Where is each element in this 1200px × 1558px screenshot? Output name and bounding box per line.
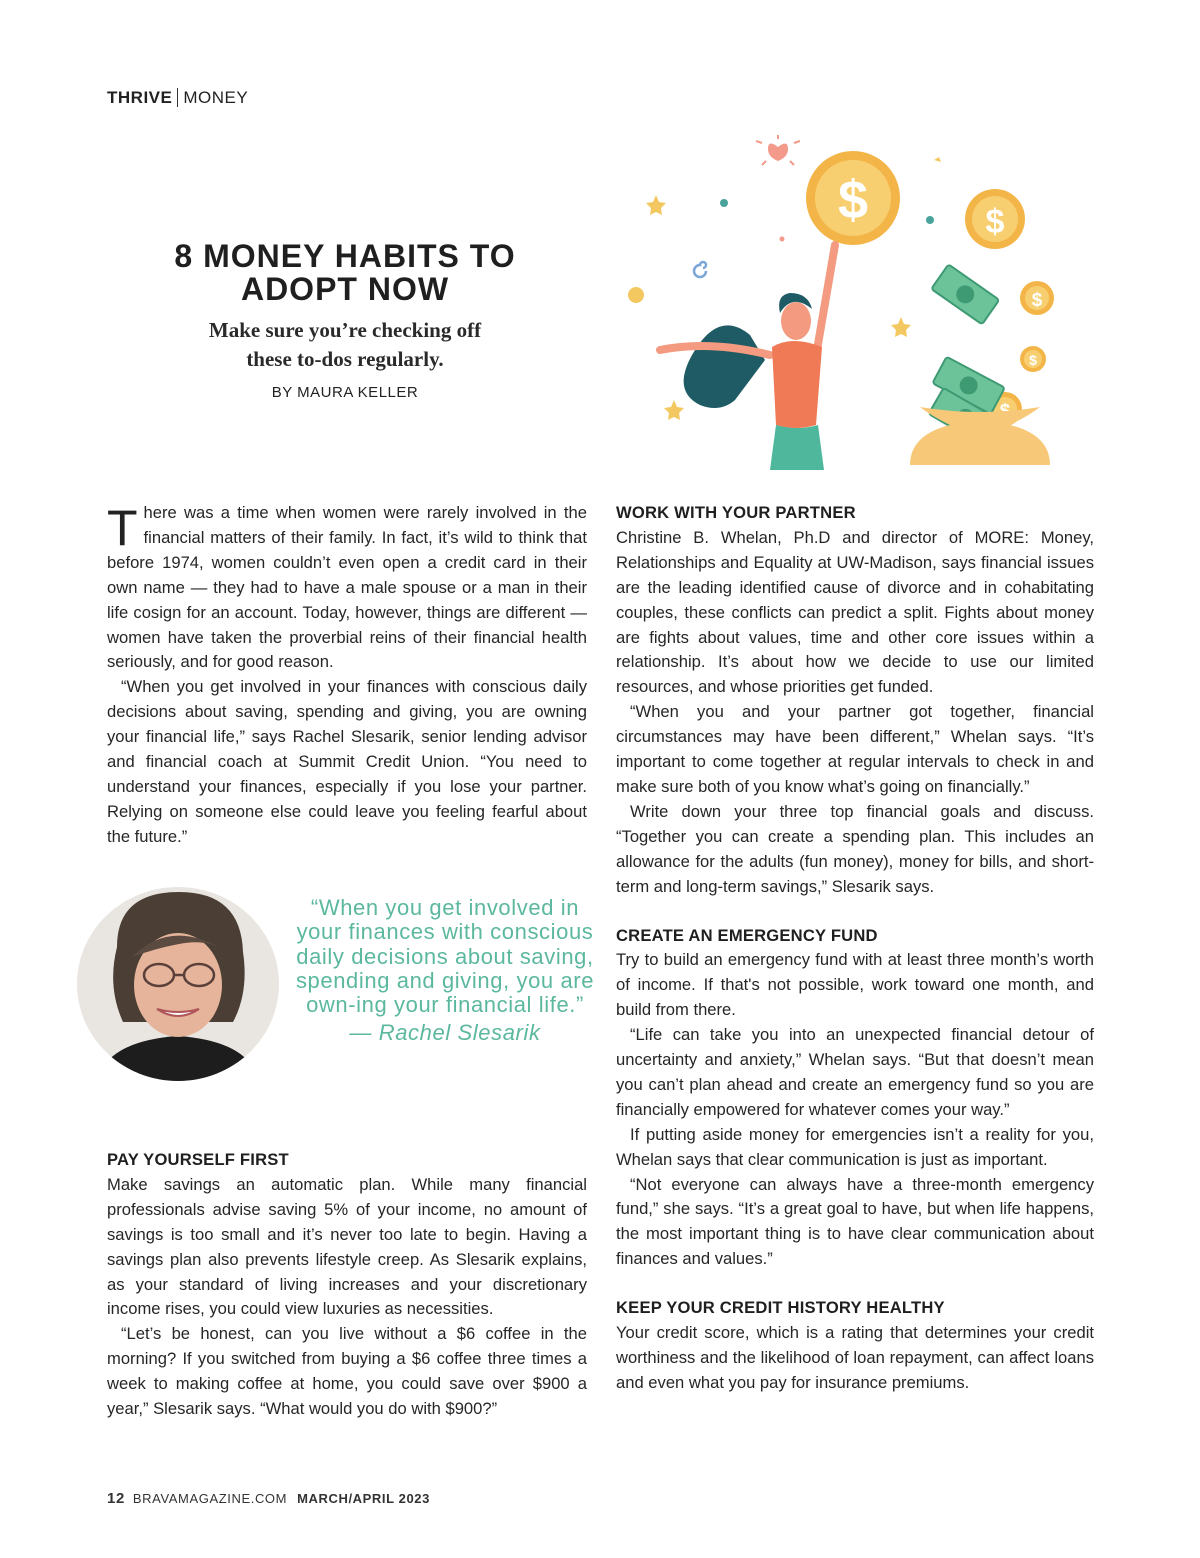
banknote-icon	[931, 264, 999, 324]
rachel-slesarik-portrait	[77, 887, 279, 1081]
section-heading: KEEP YOUR CREDIT HISTORY HEALTHY	[616, 1298, 945, 1318]
section-paragraph: “When you and your partner got together, financial circumstances may have been different,” Whelan says. “It’s important to come together at regular intervals to check in and make sure both of you know what’s going on financially.”	[616, 702, 1094, 796]
svg-text:$: $	[985, 203, 1005, 241]
intro-body	[107, 501, 587, 850]
section-paragraph: Your credit score, which is a rating that determines your credit worthiness and the likelihood of loan repayment, can affect loans and even what you pay for insurance premiums.	[616, 1323, 1094, 1392]
section-work-with-partner	[616, 501, 1094, 900]
woman-catching-coins-illustration	[610, 135, 1090, 470]
svg-text:$: $	[1031, 290, 1043, 311]
sparkle-icon	[756, 135, 800, 165]
intro-paragraph-2: “When you get involved in your finances with conscious daily decisions about saving, spending and giving, you are owning your financial life,” says Rachel Slesarik, senior lending advisor and financial coach at Summit Credit Union. “You need to understand your finances, especially if you lose your partner. Relying on someone else could leave you feeling fearful about the future.”	[107, 677, 587, 846]
section-paragraph: Make savings an automatic plan. While many financial professionals advise saving 5% of your income, no amount of savings is too small and it’s never too late to begin. Having a savings plan also prevents lifestyle creep. As Slesarik explains, as your standard of living increases and your discretionary income rises, you could view luxuries as necessities.	[107, 1174, 587, 1319]
page-number: 12	[107, 1490, 125, 1507]
section-credit-history	[616, 1296, 1094, 1396]
intro-paragraph-1: here was a time when women were rarely involved in the financial matters of their family. In fact, it’s wild to think that before 1974, women couldn’t even open a credit card in their own name — they had to have a male spouse or a man in their life cosign for an account. Today, however, things are different — women have taken the proverbial reins of their financial health seriously, and for good reason.	[107, 503, 587, 672]
right-column	[616, 501, 1094, 1396]
section-paragraph: If putting aside money for emergencies isn’t a reality for you, Whelan says that clear communication is just as important.	[616, 1124, 1094, 1169]
section-paragraph: “Not everyone can always have a three-month emergency fund,” she says. “It’s a great goal to have, but when life happens, the most important thing is to have clear communication about finances and values.”	[616, 1174, 1094, 1269]
star-icon	[646, 195, 666, 215]
section-paragraph: Try to build an emergency fund with at least three month’s worth of income. If that's not possible, work toward one month, and build from there.	[616, 950, 1094, 1020]
svg-text:$: $	[1029, 352, 1037, 368]
dollar-coin-icon	[1020, 346, 1046, 372]
section-name: THRIVE	[107, 88, 178, 107]
title-line-2: ADOPT NOW	[240, 271, 450, 307]
footer-site: BRAVAMAGAZINE.COM	[132, 1491, 288, 1506]
section-paragraph: “Life can take you into an unexpected financial detour of uncertainty and anxiety,” Whelan says. “But that doesn’t mean you can’t plan ahead and create an emergency fund so you are financially empowered for whatever comes your way.”	[616, 1025, 1094, 1119]
woman-figure	[660, 245, 835, 470]
byline: BY MAURA KELLER	[271, 384, 419, 401]
pull-quote-text: “When you get involved in your finances with conscious daily decisions about saving, spending and giving, you are own-ing your financial life.”	[295, 895, 595, 1018]
footer-issue: MARCH/APRIL 2023	[297, 1491, 430, 1506]
page-footer	[107, 1490, 430, 1507]
star-icon	[664, 400, 684, 420]
section-emergency-fund	[616, 924, 1094, 1273]
article-title	[130, 240, 560, 306]
star-icon	[891, 317, 911, 337]
subsection-name: MONEY	[183, 88, 249, 107]
headline-block	[130, 240, 560, 401]
section-heading: CREATE AN EMERGENCY FUND	[616, 925, 878, 945]
section-heading: PAY YOURSELF FIRST	[107, 1150, 289, 1169]
pull-quote	[290, 896, 600, 1046]
article-deck	[130, 316, 560, 374]
section-paragraph: “Let’s be honest, can you live without a $6 coffee in the morning? If you switched from buying a $6 coffee three times a week to making coffee at home, you could save over $900 a year,” Slesarik says. “What would you do with $900?”	[107, 1324, 587, 1419]
section-label	[107, 88, 248, 108]
svg-text:$: $	[837, 170, 869, 230]
dollar-coin-icon	[1020, 281, 1054, 315]
section-paragraph: Write down your three top financial goals and discuss. “Together you can create a spending plan. This includes an allowance for the adults (fun money), money for bills, and short-term and long-term savings,” Slesarik says.	[616, 801, 1094, 896]
title-line-1: 8 MONEY HABITS TO	[174, 238, 516, 274]
pull-quote-attribution: — Rachel Slesarik	[349, 1020, 541, 1046]
dollar-coin-icon	[806, 151, 900, 245]
deck-line-1: Make sure you’re checking off	[208, 318, 482, 342]
deck-line-2: these to-dos regularly.	[246, 347, 444, 371]
section-pay-yourself-first	[107, 1148, 587, 1422]
section-paragraph: Christine B. Whelan, Ph.D and director of MORE: Money, Relationships and Equality at UW-Madison, says financial issues are the leading identified cause of divorce and in cohabitating couples, these conflicts can predict a split. Fights about money are fights about values, time and other core issues within a relationship. It’s about how we decide to use our limited resources, and whose priorities get funded.	[616, 527, 1094, 697]
section-heading: WORK WITH YOUR PARTNER	[616, 503, 856, 522]
dollar-coin-icon	[965, 189, 1025, 249]
drop-cap: T	[107, 500, 138, 556]
